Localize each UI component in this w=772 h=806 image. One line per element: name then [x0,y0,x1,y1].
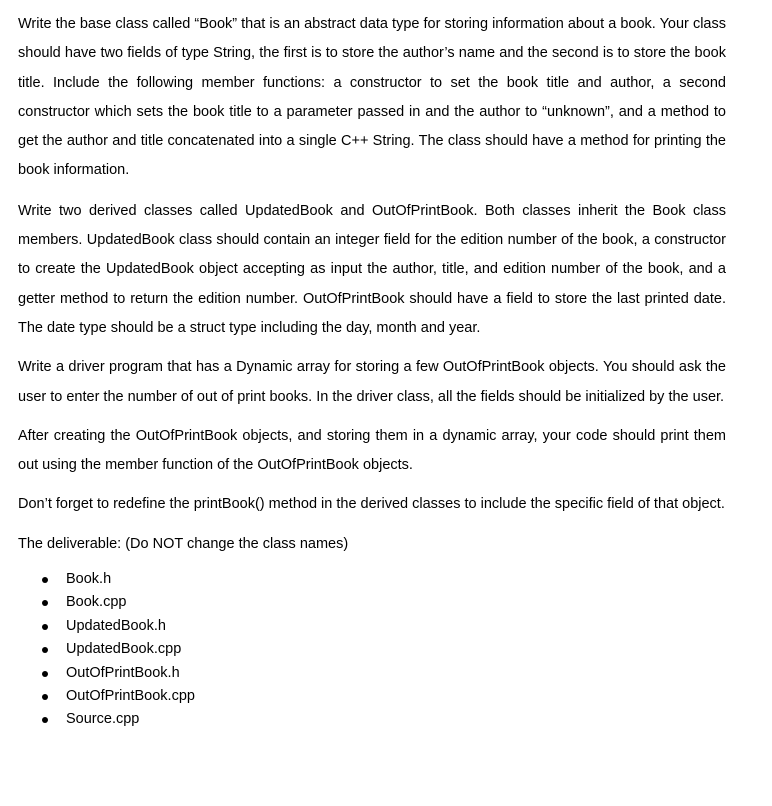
list-item-label: Source.cpp [66,711,140,728]
list-item-label: UpdatedBook.h [66,617,166,634]
list-item [18,638,726,661]
paragraph-driver-program: Write a driver program that has a Dynamic array for storing a few OutOfPrintBook objects. You should ask the user to enter the number of out of print books. In the driver class, all the fields should be initialized by the user. [18,359,726,405]
bullet-icon [42,577,48,583]
paragraph-redefine-printbook: Don’t forget to redefine the printBook() method in the derived classes to include the specific field of that object. [18,496,725,513]
paragraph-derived-classes: Write two derived classes called UpdatedBook and OutOfPrintBook. Both classes inherit the Book class members. UpdatedBook class should contain an integer field for the edition number of the book, a constructor to create the UpdatedBook object accepting as input the author, title, and edition number of the book, and a getter method to return the edition number. OutOfPrintBook should have a field to store the last printed date. The date type should be a struct type including the day, month and year. [18,202,726,336]
document-body [18,10,726,732]
list-item [18,591,726,614]
bullet-icon [42,671,48,677]
list-item-label: Book.cpp [66,594,127,611]
deliverables-list [18,568,726,732]
list-item-label: Book.h [66,571,112,588]
paragraph-printing: After creating the OutOfPrintBook objects, and storing them in a dynamic array, your code should print them out using the member function of the OutOfPrintBook objects. [18,427,726,474]
list-item-label: OutOfPrintBook.h [66,664,180,681]
bullet-icon [42,647,48,653]
list-item [18,568,726,591]
list-item [18,685,726,708]
list-item [18,662,726,685]
list-item [18,615,726,638]
paragraph-deliverable-heading: The deliverable: (Do NOT change the class names) [18,535,349,552]
bullet-icon [42,600,48,606]
bullet-icon [42,694,48,700]
bullet-icon [42,717,48,723]
list-item [18,708,726,731]
bullet-icon [42,624,48,630]
list-item-label: OutOfPrintBook.cpp [66,688,195,704]
paragraph-book-class: Write the base class called “Book” that is an abstract data type for storing information about a book. Your class should have two fields of type String, the first is to store the author’s name and the second is to store the book title. Include the following member functions: a constructor to set the book title and author, a second constructor which sets the book title to a parameter passed in and the author to “unknown”, and a method to get the author and title concatenated into a single C++ String. The class should have a method for printing the book information. [18,16,726,179]
list-item-label: UpdatedBook.cpp [66,641,182,658]
